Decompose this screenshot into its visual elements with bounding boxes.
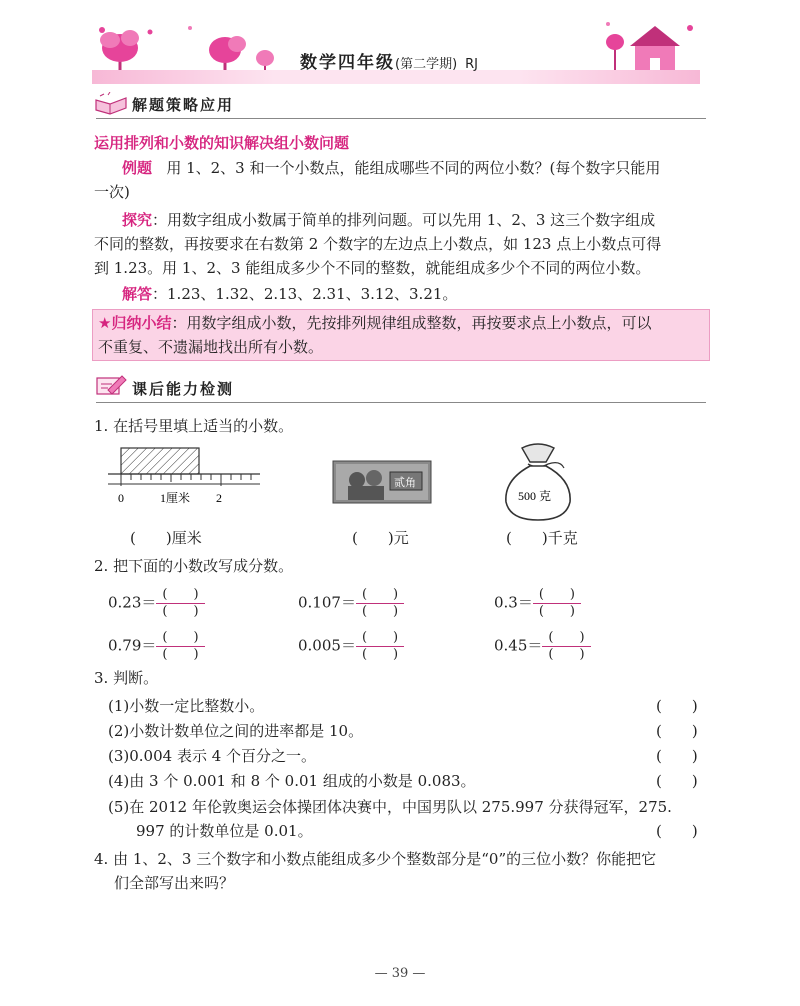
section-divider [96,118,706,119]
denominator-blank[interactable]: ( ) [162,647,199,662]
explore-line-3: 到 1.23。用 1、2、3 能组成多少个不同的整数，就能组成多少个不同的两位小数。 [94,259,651,277]
explore-text-1: ：用数字组成小数属于简单的排列问题。可以先用 1、2、3 这三个数字组成 [152,211,656,229]
section-divider-2 [96,402,706,403]
fraction-blank[interactable] [156,630,204,663]
example-label: 例题 [122,159,153,177]
example-line-2: 一次) [94,183,130,201]
banknote-image [332,460,432,504]
decimal-value: 0.005＝ [298,636,356,655]
book-title [300,48,478,73]
section-heading-strategy: 解题策略应用 [132,96,235,114]
judge-item-1: (1)小数一定比整数小。 [108,697,265,715]
bag-weight-label: 500 克 [518,489,552,503]
summary-label: ★归纳小结 [98,314,172,332]
question-2-stem: 2. 把下面的小数改写成分数。 [94,557,294,575]
fraction-item-5 [298,630,404,663]
denominator-blank[interactable]: ( ) [538,604,576,619]
section-heading-practice: 课后能力检测 [132,380,235,398]
judge-blank-4[interactable]: ( ) [656,772,698,790]
answer-blank-cm[interactable]: ( )厘米 [130,529,202,547]
book-icon [94,92,128,116]
ruler-label-2: 2 [216,491,222,505]
summary-text-1: ：用数字组成小数，先按排列规律组成整数，再按要求点上小数点，可以 [171,314,652,332]
fraction-item-3 [494,587,581,620]
fraction-blank[interactable] [533,587,581,620]
judge-blank-5[interactable]: ( ) [656,822,698,840]
decimal-value: 0.45＝ [494,636,543,655]
judge-item-3: (3)0.004 表示 4 个百分之一。 [108,747,317,765]
numerator-blank[interactable]: ( ) [356,587,404,604]
numerator-blank[interactable]: ( ) [156,587,204,604]
summary-line-1 [98,311,651,335]
judge-item-5-cont: 997 的计数单位是 0.01。 [136,822,313,840]
denominator-blank[interactable]: ( ) [361,604,399,619]
denominator-blank[interactable]: ( ) [162,604,199,619]
answer-text: ：1.23、1.32、2.13、2.31、3.12、3.21。 [152,285,458,303]
fraction-item-4 [108,630,205,663]
judge-blank-1[interactable]: ( ) [656,697,698,715]
edition-label: RJ [465,57,478,72]
answer-blank-kg[interactable]: ( )千克 [506,529,578,547]
banknote-denomination: 贰角 [394,476,416,489]
numerator-blank[interactable]: ( ) [356,630,404,647]
question-3-stem: 3. 判断。 [94,669,159,687]
fraction-blank[interactable] [156,587,204,620]
numerator-blank[interactable]: ( ) [156,630,204,647]
judge-blank-3[interactable]: ( ) [656,747,698,765]
question-1-stem: 1. 在括号里填上适当的小数。 [94,417,294,435]
example-text-1: 用 1、2、3 和一个小数点，能组成哪些不同的两位小数？(每个数字只能用 [166,159,661,177]
fraction-blank[interactable] [356,630,404,663]
question-4-line-1: 4. 由 1、2、3 三个数字和小数点能组成多少个整数部分是“0”的三位小数？你能把它 [94,850,657,868]
fraction-blank[interactable] [542,630,590,663]
denominator-blank[interactable]: ( ) [361,647,399,662]
fraction-item-6 [494,630,591,663]
judge-item-4: (4)由 3 个 0.001 和 8 个 0.01 组成的小数是 0.083。 [108,772,476,790]
fraction-blank[interactable] [356,587,404,620]
numerator-blank[interactable]: ( ) [542,630,590,647]
decimal-value: 0.79＝ [108,636,157,655]
book-title-text: 数学四年级 [300,53,395,73]
decimal-value: 0.23＝ [108,593,157,612]
explore-line-2: 不同的整数，再按要求在右数第 2 个数字的左边点上小数点，如 123 点上小数点可得 [94,235,662,253]
judge-item-5: (5)在 2012 年伦敦奥运会体操团体决赛中，中国男队以 275.997 分获得冠军，275. [108,798,672,816]
answer-label: 解答 [122,285,153,303]
pencil-icon [94,372,128,398]
decimal-value: 0.3＝ [494,593,533,612]
example-line-1 [122,156,660,180]
numerator-blank[interactable]: ( ) [533,587,581,604]
answer-line [122,282,457,306]
ruler-label-0: 0 [118,491,124,505]
topic-subtitle: 运用排列和小数的知识解决组小数问题 [94,134,350,152]
summary-line-2: 不重复、不遗漏地找出所有小数。 [98,338,324,356]
ruler-figure [108,444,264,508]
explore-label: 探究 [122,211,153,229]
page-header [0,0,800,90]
fraction-item-1 [108,587,205,620]
judge-blank-2[interactable]: ( ) [656,722,698,740]
denominator-blank[interactable]: ( ) [548,647,585,662]
page-number: — 39 — [374,966,426,981]
answer-blank-yuan[interactable]: ( )元 [352,529,409,547]
explore-line-1 [122,208,655,232]
term-label: (第二学期) [395,57,458,72]
question-4-line-2: 们全部写出来吗？ [114,874,235,892]
decimal-value: 0.107＝ [298,593,356,612]
ruler-label-1: 1厘米 [160,491,191,505]
judge-item-2: (2)小数计数单位之间的进率都是 10。 [108,722,364,740]
fraction-item-2 [298,587,404,620]
money-bag-image [498,440,578,522]
